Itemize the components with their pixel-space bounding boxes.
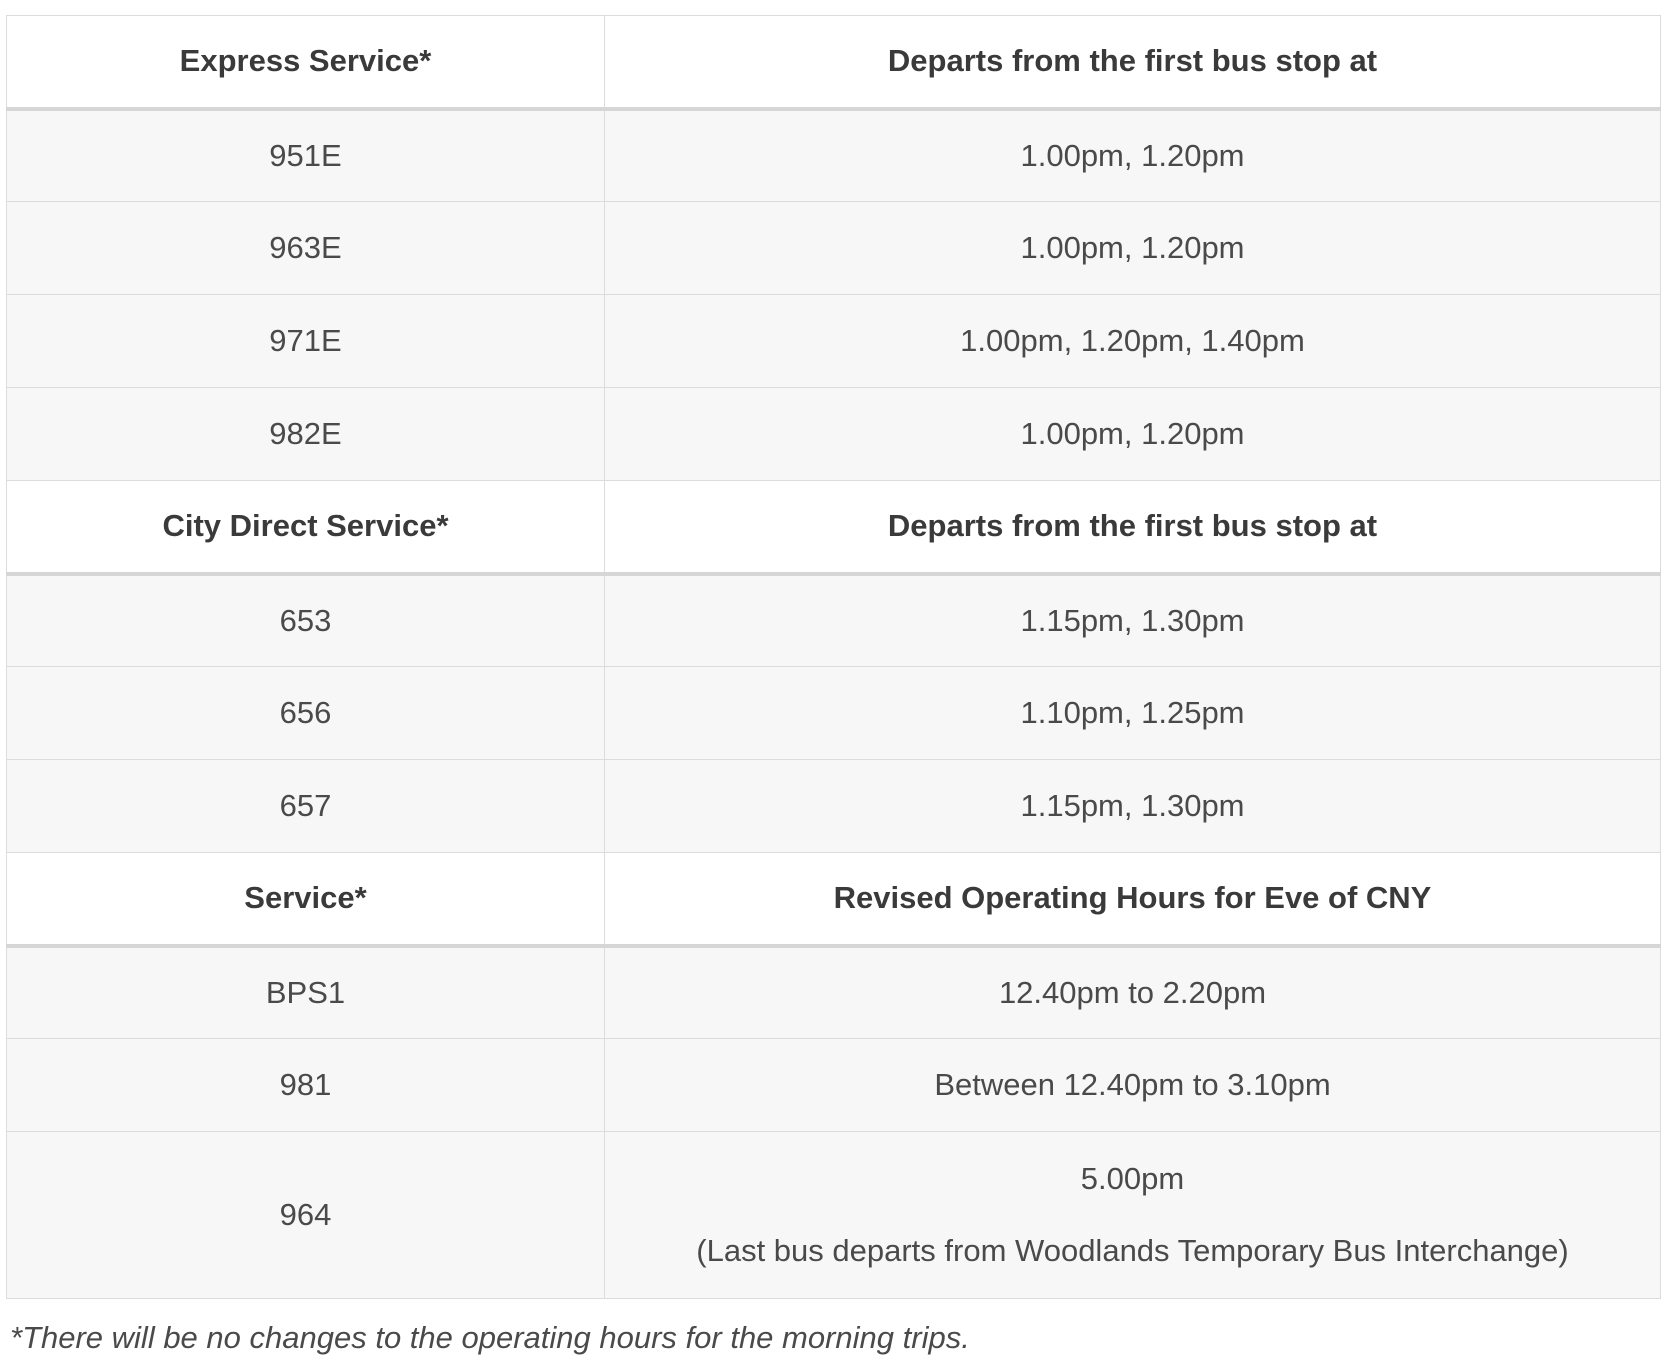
departure-times: 1.15pm, 1.30pm <box>605 760 1661 853</box>
section-header-express <box>7 16 1661 109</box>
operating-hours: 12.40pm to 2.20pm <box>605 946 1661 1039</box>
table-row <box>7 388 1661 481</box>
service-number: 982E <box>7 388 605 481</box>
table-row <box>7 1039 1661 1132</box>
departure-times: 1.15pm, 1.30pm <box>605 574 1661 667</box>
table-row <box>7 109 1661 202</box>
departure-times: 1.00pm, 1.20pm <box>605 202 1661 295</box>
section-header-city-direct <box>7 481 1661 574</box>
table-row <box>7 574 1661 667</box>
footnote: *There will be no changes to the operating hours for the morning trips. <box>10 1320 970 1355</box>
service-number: 981 <box>7 1039 605 1132</box>
header-service: Service* <box>7 853 605 946</box>
table-row <box>7 946 1661 1039</box>
header-times: Revised Operating Hours for Eve of CNY <box>605 853 1661 946</box>
departure-times: 1.00pm, 1.20pm <box>605 109 1661 202</box>
table-row <box>7 1132 1661 1299</box>
service-number: 653 <box>7 574 605 667</box>
service-number: 964 <box>7 1132 605 1299</box>
header-service: City Direct Service* <box>7 481 605 574</box>
table-row <box>7 202 1661 295</box>
header-times: Departs from the first bus stop at <box>605 16 1661 109</box>
table-row <box>7 760 1661 853</box>
operating-hours-cell <box>605 1132 1661 1299</box>
service-number: 657 <box>7 760 605 853</box>
departure-times: 1.00pm, 1.20pm, 1.40pm <box>605 295 1661 388</box>
schedule-table-container <box>6 15 1660 1299</box>
section-header-revised-hours <box>7 853 1661 946</box>
service-number: 951E <box>7 109 605 202</box>
operating-hours: 5.00pm <box>1080 1161 1185 1196</box>
header-service: Express Service* <box>7 16 605 109</box>
service-number: 963E <box>7 202 605 295</box>
table-row <box>7 295 1661 388</box>
service-number: 971E <box>7 295 605 388</box>
header-times: Departs from the first bus stop at <box>605 481 1661 574</box>
operating-hours: Between 12.40pm to 3.10pm <box>605 1039 1661 1132</box>
table-row <box>7 667 1661 760</box>
departure-times: 1.10pm, 1.25pm <box>605 667 1661 760</box>
departure-times: 1.00pm, 1.20pm <box>605 388 1661 481</box>
service-number: 656 <box>7 667 605 760</box>
last-bus-note: (Last bus departs from Woodlands Temporary Bus Interchange) <box>696 1233 1569 1268</box>
service-number: BPS1 <box>7 946 605 1039</box>
bus-schedule-table <box>6 15 1661 1299</box>
